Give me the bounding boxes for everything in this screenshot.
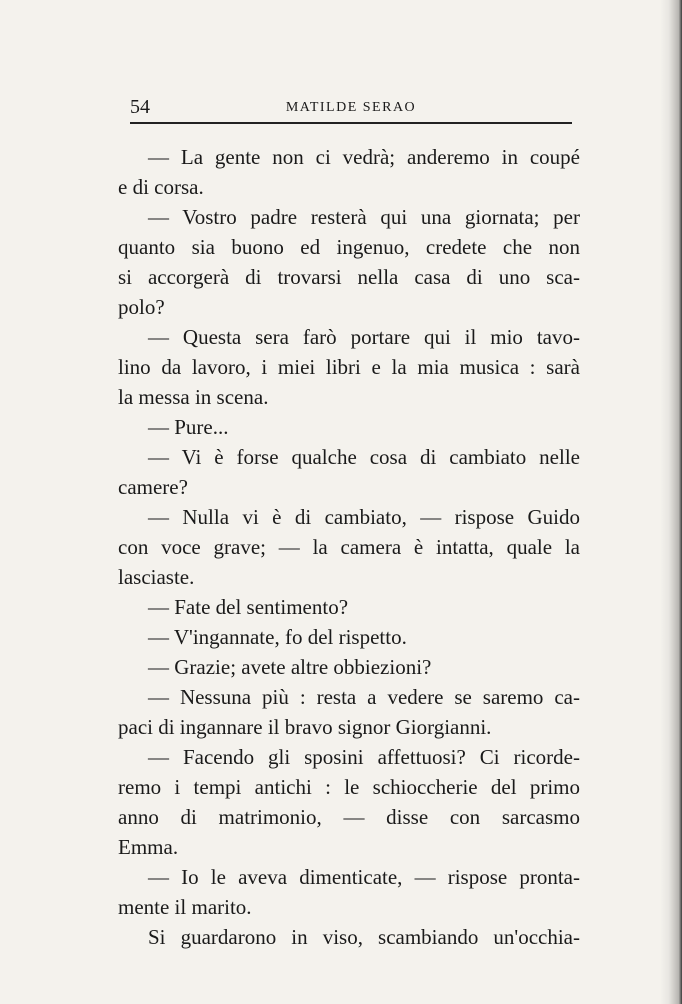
text-line: — Facendo gli sposini affettuosi? Ci ricorde-: [148, 745, 580, 769]
text-line: lasciaste.: [118, 565, 195, 589]
text-line: anno di matrimonio, — disse con sarcasmo: [118, 805, 580, 829]
text-line: — Nessuna più : resta a vedere se saremo ca-: [148, 685, 580, 709]
text-line: remo i tempi antichi : le schioccherie del primo: [118, 775, 580, 799]
text-line: Si guardarono in viso, scambiando un'occhia-: [148, 925, 580, 949]
text-line: quanto sia buono ed ingenuo, credete che non: [118, 235, 580, 259]
text-line: — Vi è forse qualche cosa di cambiato nelle: [148, 445, 580, 469]
text-line: — Grazie; avete altre obbiezioni?: [148, 655, 432, 679]
text-line: con voce grave; — la camera è intatta, quale la: [118, 535, 580, 559]
text-line: — Nulla vi è di cambiato, — rispose Guido: [148, 505, 580, 529]
text-line: mente il marito.: [118, 895, 252, 919]
text-line: polo?: [118, 295, 165, 319]
page-binding-edge: [660, 0, 682, 1004]
text-line: — Vostro padre resterà qui una giornata; per: [148, 205, 580, 229]
text-line: si accorgerà di trovarsi nella casa di uno sca-: [118, 265, 580, 289]
text-line: — La gente non ci vedrà; anderemo in coupé: [148, 145, 580, 169]
text-line: — V'ingannate, fo del rispetto.: [148, 625, 407, 649]
text-line: Emma.: [118, 835, 179, 859]
text-line: — Io le aveva dimenticate, — rispose pronta-: [148, 865, 580, 889]
text-line: — Pure...: [148, 415, 229, 439]
page-number: 54: [130, 96, 150, 118]
running-title: MATILDE SERAO: [285, 100, 417, 115]
header-rule: [130, 122, 572, 124]
text-line: e di corsa.: [118, 175, 204, 199]
text-line: camere?: [118, 475, 188, 499]
text-line: lino da lavoro, i miei libri e la mia musica : sarà: [118, 355, 580, 379]
text-line: — Questa sera farò portare qui il mio tavo-: [148, 325, 580, 349]
text-line: paci di ingannare il bravo signor Giorgianni.: [118, 715, 492, 739]
body-text: [118, 142, 580, 952]
page-header: [130, 96, 572, 124]
text-line: — Fate del sentimento?: [148, 595, 349, 619]
text-line: la messa in scena.: [118, 385, 269, 409]
